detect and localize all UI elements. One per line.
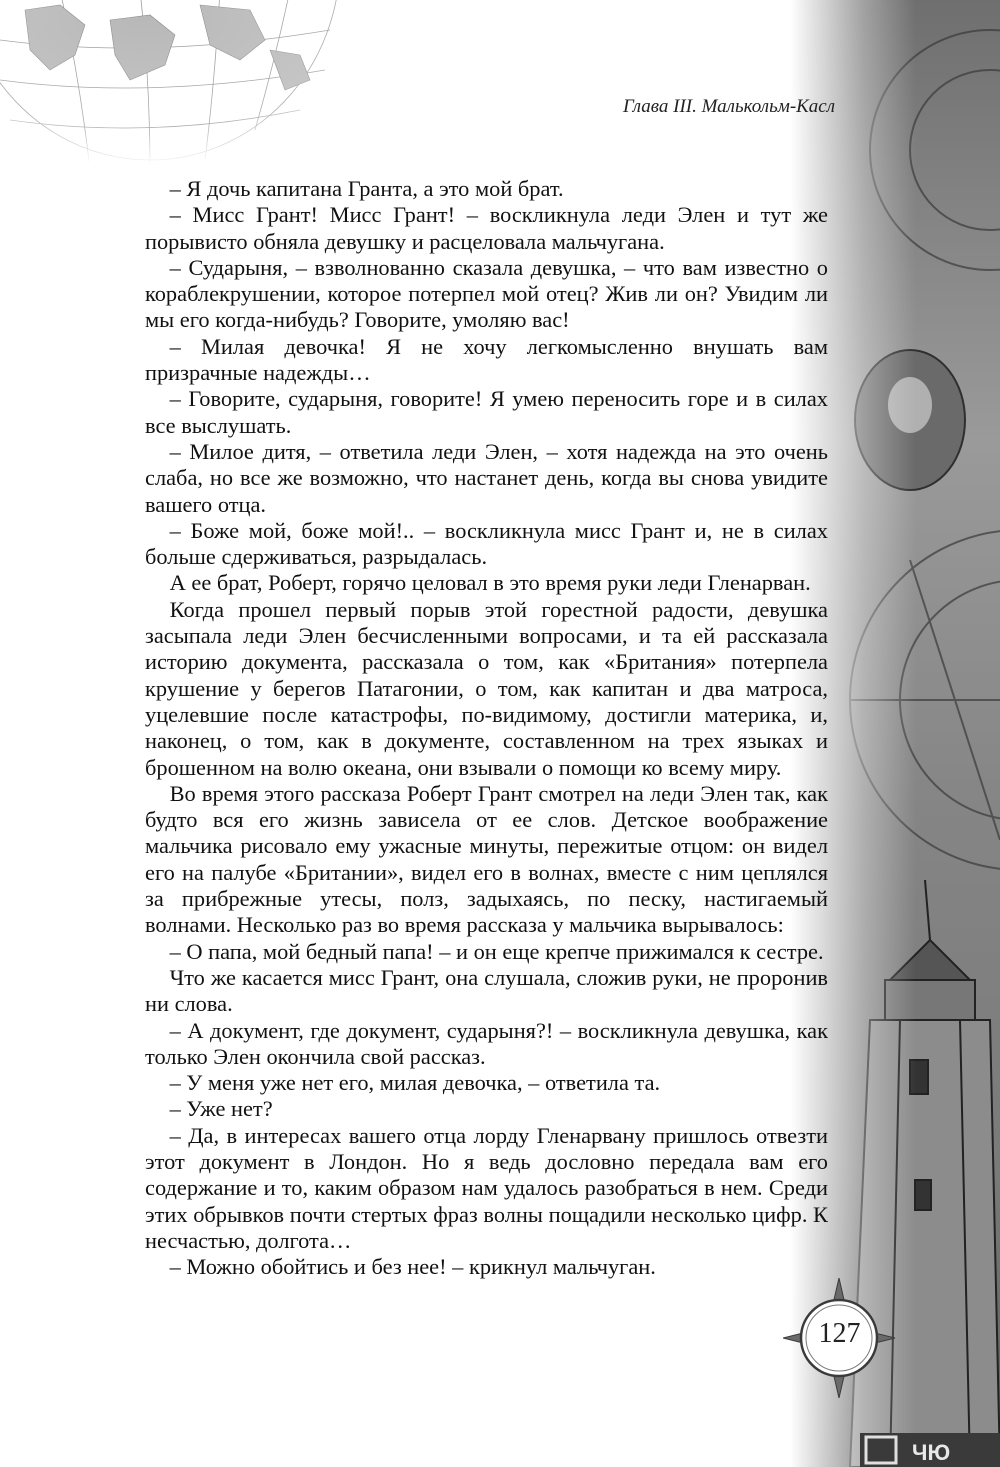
paragraph: А ее брат, Роберт, горячо целовал в это время руки леди Гленарван. xyxy=(169,570,811,596)
paragraph: – Милое дитя, – ответила леди Элен, – хотя надежда на это очень слаба, но все же возможно, что настанет день, когда вы снова увидите вашего отца. xyxy=(145,438,828,517)
corner-fragment-panel xyxy=(860,1433,1000,1467)
paragraph: – Я дочь капитана Гранта, а это мой брат. xyxy=(169,176,564,201)
paragraph: – Сударыня, – взволнованно сказала девушка, – что вам известно о кораблекрушении, которое потерпел мой отец? Жив ли он? Увидим ли мы его когда-нибудь? Говорите, умоляю вас! xyxy=(145,254,828,333)
paragraph: Во время этого рассказа Роберт Грант смотрел на леди Элен так, как будто вся его жизнь зависела от ее слов. Детское воображение мальчика рисовало ему ужасные минуты, пережитые отцом: он видел его на палубе «Британии», видел его в волнах, вместе с ним цеплялся за прибрежные утесы, полз, задыхаясь, по песку, настигаемый волнами. Несколько раз во время рассказа у мальчика вырывалось: xyxy=(145,780,828,938)
paragraph: – Уже нет? xyxy=(169,1096,273,1122)
paragraph: Что же касается мисс Грант, она слушала, сложив руки, не проронив ни слова. xyxy=(145,964,828,1017)
paragraph: – Мисс Грант! Мисс Грант! – воскликнула леди Элен и тут же порывисто обняла девушку и расцеловала мальчугана. xyxy=(145,202,828,254)
running-title: Глава III. Малькольм-Касл xyxy=(622,96,835,117)
paragraph: – Боже мой, боже мой!.. – воскликнула мисс Грант и, не в силах больше сдерживаться, разрыдалась. xyxy=(145,517,828,570)
paragraph: – Можно обойтись и без нее! – крикнул мальчуган. xyxy=(169,1254,656,1280)
paragraph: – Говорите, сударыня, говорите! Я умею переносить горе и в силах все выслушать. xyxy=(145,386,828,438)
page-number: 127 xyxy=(818,1318,861,1349)
paragraph: – Да, в интересах вашего отца лорду Гленарвану пришлось отвезти этот документ в Лондон. Но я ведь дословно передала вам его содержание и то, каким образом нам удалось разобраться в нем. Среди этих обрывков почти стертых фраз волны пощадили несколько цифр. К несчастью, долгота… xyxy=(145,1122,828,1253)
paragraph: Когда прошел первый порыв этой горестной радости, девушка засыпала леди Элен бесчисленными вопросами, и та ей рассказала историю документа, рассказала о том, как «Британия» потерпела крушение у берегов Патагонии, о том, как капитан и два матроса, уцелевшие после катастрофы, по-видимому, достигли материка, и, наконец, о том, как в документе, составленном на трех языках и брошенном на волю океана, они взывали о помощи ко всему миру. xyxy=(145,596,828,780)
paragraph: – О папа, мой бедный папа! – и он еще крепче прижимался к сестре. xyxy=(169,938,824,964)
corner-fragment-text: ЧЮ xyxy=(912,1440,951,1465)
paragraph: – А документ, где документ, сударыня?! – воскликнула девушка, как только Элен окончила свой рассказ. xyxy=(145,1017,828,1069)
body-text xyxy=(145,176,828,1280)
paragraph: – Милая девочка! Я не хочу легкомысленно внушать вам призрачные надежды… xyxy=(145,333,828,386)
world-map-illustration xyxy=(0,0,340,175)
paragraph: – У меня уже нет его, милая девочка, – ответила та. xyxy=(169,1070,661,1096)
